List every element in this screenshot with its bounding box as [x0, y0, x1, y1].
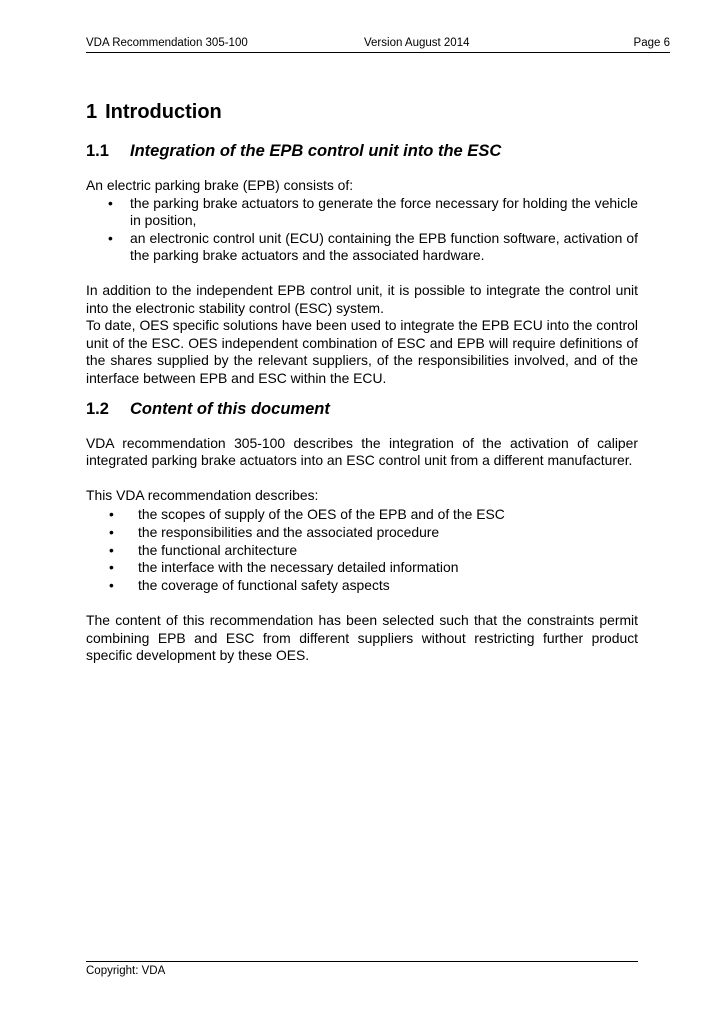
describes-intro: This VDA recommendation describes:: [86, 486, 319, 503]
integration-paragraph-2: To date, OES specific solutions have been used to integrate the EPB ECU into the control unit of the ESC. OES independent combination of ESC and EPB will require definitions of the shares supplied by the relevant suppliers, of the responsibilities involved, and of the interface between EPB and ESC within the ECU.: [86, 317, 638, 386]
page-body: [86, 98, 638, 665]
list-item: • the responsibilities and the associated procedure: [109, 523, 440, 540]
bullet-icon: •: [109, 559, 114, 576]
heading-title: Introduction: [105, 101, 222, 123]
list-item: • the functional architecture: [109, 541, 298, 558]
bullet-icon: •: [108, 194, 113, 211]
page-number: Page 6: [633, 37, 670, 49]
list-item: • the scopes of supply of the OES of the EPB and of the ESC: [109, 506, 505, 523]
heading-content: [86, 398, 638, 420]
list-item: • the coverage of functional safety aspects: [109, 576, 390, 593]
content-paragraph-1: VDA recommendation 305-100 describes the integration of the activation of caliper integrated parking brake actuators into an ESC control unit from a different manufacturer.: [86, 434, 638, 469]
page-header: [86, 35, 670, 53]
epb-components-list: [86, 195, 638, 265]
heading-title: Integration of the EPB control unit into the ESC: [130, 142, 502, 160]
heading-number: 1: [86, 101, 98, 123]
document-version: Version August 2014: [364, 37, 470, 49]
heading-introduction: [86, 98, 638, 126]
describes-list: [86, 506, 638, 594]
bullet-icon: •: [109, 523, 114, 540]
page-footer: [86, 961, 638, 979]
content-paragraph-2: The content of this recommendation has been selected such that the constraints permit combining EPB and ESC from different suppliers without restricting further product specific development by these OES.: [86, 612, 638, 664]
heading-title: Content of this document: [130, 399, 330, 418]
document-id: VDA Recommendation 305-100: [86, 37, 248, 49]
bullet-icon: •: [109, 506, 114, 523]
bullet-icon: •: [109, 576, 114, 593]
list-item: • an electronic control unit (ECU) containing the EPB function software, activation of the parking brake actuators and the associated hardware.: [108, 229, 638, 264]
list-item: • the parking brake actuators to generate the force necessary for holding the vehicle in position,: [108, 194, 638, 229]
epb-intro: An electric parking brake (EPB) consists of:: [86, 177, 354, 193]
heading-integration: [86, 140, 638, 162]
list-item: • the interface with the necessary detailed information: [109, 559, 459, 576]
integration-paragraph-1: In addition to the independent EPB control unit, it is possible to integrate the control unit into the electronic stability control (ESC) system.: [86, 281, 638, 316]
heading-number: 1.2: [86, 399, 109, 418]
heading-number: 1.1: [86, 142, 109, 160]
bullet-icon: •: [108, 229, 113, 246]
bullet-icon: •: [109, 541, 114, 558]
copyright-text: Copyright: VDA: [86, 965, 166, 977]
